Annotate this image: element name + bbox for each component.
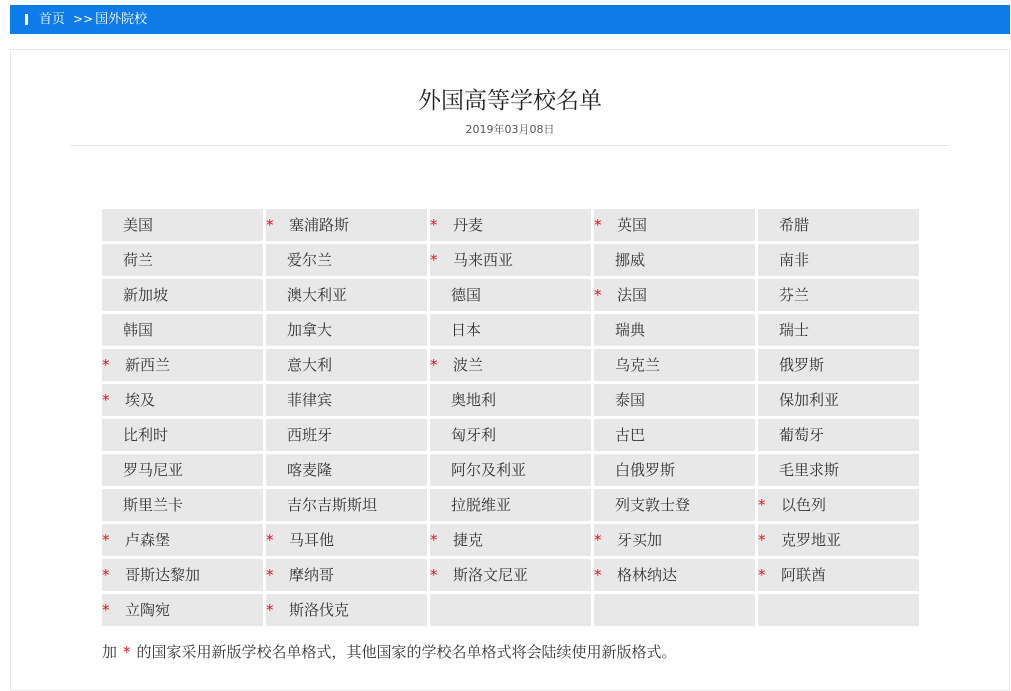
country-cell[interactable] <box>266 349 427 381</box>
country-link[interactable]: 比利时 <box>123 426 169 444</box>
new-format-star-icon: * <box>102 566 110 584</box>
new-format-star-icon: * <box>102 601 110 619</box>
new-format-star-icon: * <box>430 251 438 269</box>
country-link[interactable]: 俄罗斯 <box>779 356 825 374</box>
country-cell[interactable] <box>102 489 263 521</box>
country-link[interactable]: 匈牙利 <box>451 426 497 444</box>
country-cell[interactable] <box>594 489 755 521</box>
country-cell[interactable] <box>758 454 919 486</box>
country-link[interactable]: 芬兰 <box>779 286 810 304</box>
country-link[interactable]: 日本 <box>451 321 482 339</box>
country-cell[interactable] <box>430 349 591 381</box>
country-cell[interactable] <box>594 454 755 486</box>
country-cell[interactable] <box>430 524 591 556</box>
new-format-star-icon: * <box>102 391 110 409</box>
country-cell[interactable] <box>266 384 427 416</box>
country-cell[interactable] <box>266 244 427 276</box>
country-link[interactable]: 塞浦路斯 <box>289 216 350 234</box>
country-cell[interactable] <box>266 209 427 241</box>
new-format-star-icon: * <box>758 566 766 584</box>
page-title: 外国高等学校名单 <box>418 88 602 114</box>
country-link[interactable]: 菲律宾 <box>287 391 333 409</box>
country-link[interactable]: 波兰 <box>453 356 484 374</box>
country-link[interactable]: 荷兰 <box>123 251 154 269</box>
country-link[interactable]: 以色列 <box>781 496 827 514</box>
country-link[interactable]: 埃及 <box>125 391 156 409</box>
new-format-star-icon: * <box>430 566 438 584</box>
country-cell[interactable] <box>430 489 591 521</box>
empty-cell <box>430 594 591 626</box>
new-format-star-icon: * <box>594 286 602 304</box>
empty-cell <box>594 594 755 626</box>
country-cell[interactable] <box>266 489 427 521</box>
country-link[interactable]: 摩纳哥 <box>289 566 335 584</box>
country-link[interactable]: 乌克兰 <box>615 356 661 374</box>
country-cell[interactable] <box>758 279 919 311</box>
country-link[interactable]: 保加利亚 <box>779 391 840 409</box>
country-cell[interactable] <box>102 244 263 276</box>
new-format-star-icon: * <box>430 531 438 549</box>
country-cell[interactable] <box>430 314 591 346</box>
country-cell[interactable] <box>430 454 591 486</box>
breadcrumb-home-link[interactable]: 首页 <box>39 12 66 27</box>
country-cell[interactable] <box>266 279 427 311</box>
country-cell[interactable] <box>594 419 755 451</box>
country-cell[interactable] <box>102 209 263 241</box>
country-cell[interactable] <box>266 419 427 451</box>
country-cell[interactable] <box>594 314 755 346</box>
new-format-star-icon: * <box>594 216 602 234</box>
new-format-star-icon: * <box>758 531 766 549</box>
country-link[interactable]: 斯洛文尼亚 <box>453 566 529 584</box>
new-format-star-icon: * <box>430 356 438 374</box>
country-link[interactable]: 英国 <box>617 216 648 234</box>
country-cell[interactable] <box>594 244 755 276</box>
country-link[interactable]: 阿尔及利亚 <box>451 461 527 479</box>
country-link[interactable]: 爱尔兰 <box>287 251 333 269</box>
new-format-star-icon: * <box>266 601 274 619</box>
country-link[interactable]: 捷克 <box>453 531 484 549</box>
new-format-star-icon: * <box>594 531 602 549</box>
country-cell[interactable] <box>102 349 263 381</box>
new-format-star-icon: * <box>266 531 274 549</box>
country-cell[interactable] <box>758 244 919 276</box>
country-link[interactable]: 瑞典 <box>615 321 646 339</box>
country-grid <box>102 209 919 626</box>
country-link[interactable]: 毛里求斯 <box>779 461 840 479</box>
country-cell[interactable] <box>430 419 591 451</box>
country-link[interactable]: 新加坡 <box>123 286 169 304</box>
country-link[interactable]: 挪威 <box>615 251 646 269</box>
footnote-text: 的国家采用新版学校名单格式，其他国家的学校名单格式将会陆续使用新版格式。 <box>136 643 677 661</box>
country-link[interactable]: 斯里兰卡 <box>123 496 184 514</box>
country-cell[interactable] <box>430 244 591 276</box>
country-link[interactable]: 加拿大 <box>287 321 333 339</box>
new-format-star-icon: * <box>430 216 438 234</box>
country-cell[interactable] <box>430 209 591 241</box>
country-cell[interactable] <box>102 314 263 346</box>
country-link[interactable]: 德国 <box>451 286 482 304</box>
country-cell[interactable] <box>102 524 263 556</box>
breadcrumb-separator: >> <box>73 12 94 26</box>
country-cell[interactable] <box>758 384 919 416</box>
country-link[interactable]: 法国 <box>617 286 648 304</box>
country-link[interactable]: 泰国 <box>615 391 646 409</box>
country-cell[interactable] <box>758 209 919 241</box>
country-link[interactable]: 希腊 <box>779 216 810 234</box>
country-link[interactable]: 阿联酋 <box>781 566 827 584</box>
country-cell[interactable] <box>266 594 427 626</box>
empty-cell <box>758 594 919 626</box>
new-format-star-icon: * <box>266 566 274 584</box>
country-cell[interactable] <box>758 524 919 556</box>
country-cell[interactable] <box>758 314 919 346</box>
country-cell[interactable] <box>102 419 263 451</box>
country-link[interactable]: 新西兰 <box>125 356 171 374</box>
country-link[interactable]: 斯洛伐克 <box>289 601 350 619</box>
title-divider <box>70 145 949 146</box>
new-format-star-icon: * <box>594 566 602 584</box>
country-link[interactable]: 美国 <box>123 216 154 234</box>
country-cell[interactable] <box>102 384 263 416</box>
country-cell[interactable] <box>102 454 263 486</box>
country-cell[interactable] <box>758 419 919 451</box>
country-cell[interactable] <box>758 349 919 381</box>
country-link[interactable]: 西班牙 <box>287 426 333 444</box>
country-link[interactable]: 卢森堡 <box>125 531 171 549</box>
footnote-star-icon: * <box>123 643 131 661</box>
new-format-star-icon: * <box>102 531 110 549</box>
country-cell[interactable] <box>594 209 755 241</box>
country-link[interactable]: 罗马尼亚 <box>123 461 184 479</box>
footnote-prefix: 加 <box>102 643 118 661</box>
country-link[interactable]: 马耳他 <box>289 531 335 549</box>
country-cell[interactable] <box>266 454 427 486</box>
country-cell[interactable] <box>102 279 263 311</box>
country-cell[interactable] <box>594 279 755 311</box>
country-cell[interactable] <box>594 559 755 591</box>
country-link[interactable]: 列支敦士登 <box>615 496 691 514</box>
country-link[interactable]: 白俄罗斯 <box>615 461 676 479</box>
country-link[interactable]: 哥斯达黎加 <box>125 566 201 584</box>
country-link[interactable]: 格林纳达 <box>617 566 678 584</box>
country-link[interactable]: 克罗地亚 <box>781 531 842 549</box>
new-format-star-icon: * <box>758 496 766 514</box>
country-link[interactable]: 瑞士 <box>779 321 810 339</box>
country-cell[interactable] <box>594 349 755 381</box>
country-link[interactable]: 拉脱维亚 <box>451 496 512 514</box>
country-link[interactable]: 吉尔吉斯斯坦 <box>287 496 378 514</box>
breadcrumb-marker-icon <box>25 14 28 25</box>
country-link[interactable]: 牙买加 <box>617 531 663 549</box>
country-link[interactable]: 意大利 <box>287 356 333 374</box>
country-link[interactable]: 韩国 <box>123 321 154 339</box>
country-link[interactable]: 古巴 <box>615 426 646 444</box>
country-cell[interactable] <box>102 559 263 591</box>
country-cell[interactable] <box>266 559 427 591</box>
new-format-star-icon: * <box>102 356 110 374</box>
country-link[interactable]: 澳大利亚 <box>287 286 348 304</box>
country-cell[interactable] <box>758 559 919 591</box>
publish-date: 2019年03月08日 <box>465 123 555 136</box>
country-cell[interactable] <box>266 314 427 346</box>
new-format-star-icon: * <box>266 216 274 234</box>
country-link[interactable]: 丹麦 <box>453 216 484 234</box>
breadcrumb-bar <box>10 5 1010 34</box>
country-link[interactable]: 马来西亚 <box>453 251 514 269</box>
country-link[interactable]: 奥地利 <box>451 391 497 409</box>
country-cell[interactable] <box>266 524 427 556</box>
country-cell[interactable] <box>430 279 591 311</box>
country-cell[interactable] <box>594 524 755 556</box>
country-link[interactable]: 立陶宛 <box>125 601 171 619</box>
country-cell[interactable] <box>430 384 591 416</box>
country-cell[interactable] <box>594 384 755 416</box>
footnote <box>102 641 677 662</box>
country-link[interactable]: 葡萄牙 <box>779 426 825 444</box>
country-link[interactable]: 南非 <box>779 251 810 269</box>
country-cell[interactable] <box>102 594 263 626</box>
country-cell[interactable] <box>758 489 919 521</box>
country-link[interactable]: 喀麦隆 <box>287 461 333 479</box>
breadcrumb-current-link[interactable]: 国外院校 <box>95 12 148 27</box>
country-cell[interactable] <box>430 559 591 591</box>
